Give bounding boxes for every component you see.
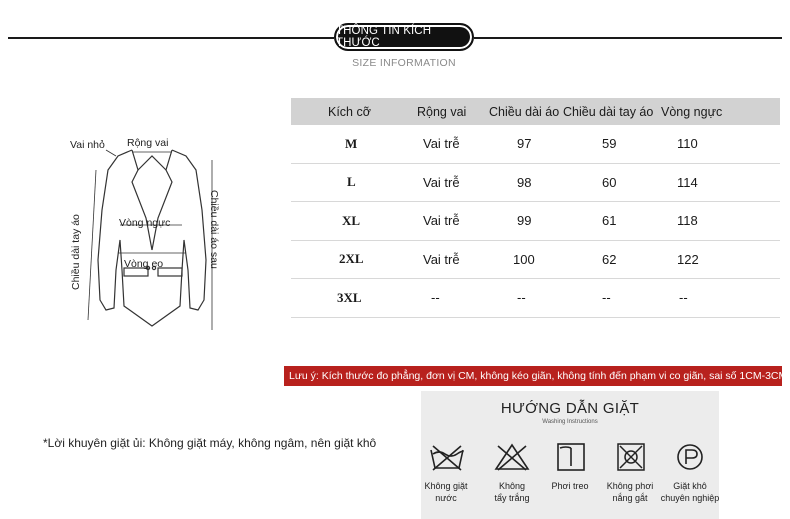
cell-sleeve: 62 (602, 251, 617, 267)
cell-chest: 110 (677, 136, 698, 152)
caption-no-bleach: Không tẩy trắng (494, 481, 530, 503)
label-back-length: Chiều dài áo sau (208, 190, 220, 269)
cell-length: -- (517, 290, 526, 306)
table-header (291, 98, 780, 125)
section-title: THÔNG TIN KÍCH THƯỚC (334, 23, 474, 51)
label-chest: Vòng ngực (119, 217, 171, 229)
table-row (291, 164, 780, 203)
measurement-note: Lưu ý: Kích thước đo phẳng, đơn vị CM, không kéo giãn, không tính đến phạm vi co giãn, sai số 1CM-3CM (284, 366, 782, 386)
jacket-outline-icon (60, 130, 230, 345)
cell-length: 97 (517, 136, 532, 152)
label-sleeve-length: Chiều dài tay áo (70, 214, 82, 290)
washing-title: HƯỚNG DẪN GIẶT (500, 400, 640, 417)
caption-line-dry: Phơi treo (551, 481, 589, 491)
cell-shoulder: -- (431, 290, 440, 306)
table-row (291, 279, 780, 318)
caption-no-sun-dry: Không phơi nắng gắt (606, 481, 654, 503)
washing-subtitle: Washing Instructions (542, 419, 598, 425)
cell-shoulder: Vai trễ (423, 136, 460, 152)
header-sleeve: Chiều dài tay áo (563, 104, 654, 119)
cell-chest: 122 (677, 251, 699, 267)
cell-size: M (345, 135, 358, 151)
header-length: Chiều dài áo (489, 104, 560, 119)
section-subtitle: SIZE INFORMATION (352, 57, 456, 69)
cell-length: 98 (517, 174, 532, 190)
washing-advice: *Lời khuyên giặt ủi: Không giặt máy, không ngâm, nên giặt khô (43, 436, 377, 450)
label-waist: Vòng eo (124, 258, 164, 270)
table-row (291, 241, 780, 280)
cell-size: XL (342, 212, 361, 228)
cell-size: 2XL (339, 251, 364, 267)
header-chest: Vòng ngực (661, 104, 723, 119)
no-sun-dry-icon (610, 442, 650, 472)
size-table (291, 98, 780, 318)
cell-sleeve: 59 (602, 136, 617, 152)
cell-sleeve: -- (602, 290, 611, 306)
header-rule-left (8, 37, 334, 39)
caption-no-machine-wash: Không giặt nước (424, 481, 468, 503)
no-bleach-icon (492, 442, 532, 472)
header-size: Kích cỡ (328, 104, 371, 119)
cell-shoulder: Vai trễ (423, 251, 460, 267)
cell-shoulder: Vai trễ (423, 213, 460, 229)
table-row (291, 125, 780, 164)
cell-sleeve: 60 (602, 174, 617, 190)
cell-sleeve: 61 (602, 213, 617, 229)
cell-length: 99 (517, 213, 532, 229)
header-shoulder: Rộng vai (417, 104, 467, 119)
label-shoulder-small: Vai nhỏ (70, 139, 105, 151)
cell-chest: 114 (677, 174, 698, 190)
cell-chest: 118 (677, 213, 698, 229)
caption-dry-clean: Giặt khô chuyên nghiệp (660, 481, 720, 503)
no-machine-wash-icon (427, 442, 467, 472)
cell-shoulder: Vai trễ (423, 174, 460, 190)
table-row (291, 202, 780, 241)
cell-size: 3XL (337, 289, 362, 305)
jacket-measurement-diagram (60, 130, 230, 345)
line-dry-icon (550, 442, 590, 472)
dry-clean-icon (670, 442, 710, 472)
header-rule-right (474, 37, 782, 39)
label-shoulder: Rộng vai (127, 137, 169, 149)
cell-length: 100 (513, 251, 535, 267)
cell-chest: -- (679, 290, 688, 306)
cell-size: L (347, 174, 356, 190)
